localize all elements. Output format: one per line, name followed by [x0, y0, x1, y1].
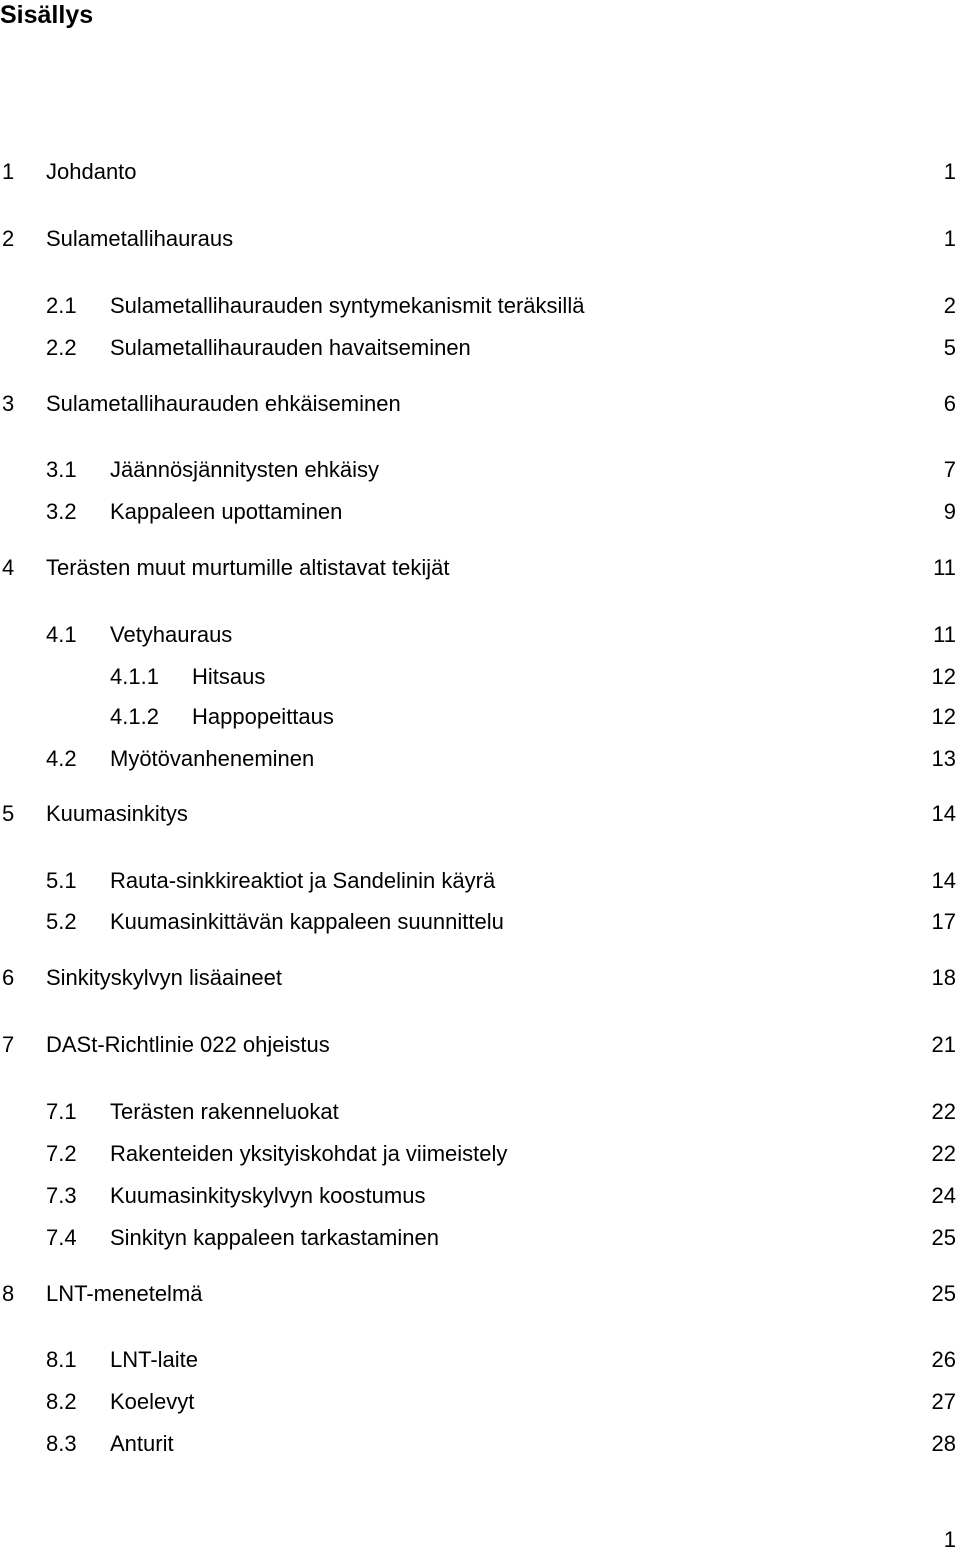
toc-number: 6: [2, 965, 15, 990]
toc-number: 8.2: [46, 1389, 77, 1414]
toc-title: Rauta-sinkkireaktiot ja Sandelinin käyrä: [110, 868, 496, 893]
toc-entry[interactable]: [0, 389, 956, 419]
toc-title: Happopeittaus: [192, 704, 334, 729]
toc-number: 4.1.1: [110, 664, 159, 689]
toc-page: 25: [931, 1281, 956, 1306]
toc-number: 8.1: [46, 1347, 77, 1372]
toc-entry[interactable]: [0, 1030, 956, 1060]
toc-entry[interactable]: [0, 1097, 956, 1127]
toc-title: Myötövanheneminen: [110, 746, 315, 771]
toc-page: 22: [931, 1141, 956, 1166]
toc-number: 7.4: [46, 1225, 77, 1250]
toc-page: 14: [931, 868, 956, 893]
toc-page: 26: [931, 1347, 956, 1372]
toc-page: 28: [931, 1431, 956, 1456]
toc-entry[interactable]: [0, 702, 956, 732]
toc-entry[interactable]: [0, 866, 956, 896]
toc-title: Kuumasinkityskylvyn koostumus: [110, 1183, 426, 1208]
toc-entry[interactable]: [0, 799, 956, 829]
toc-title: Terästen muut murtumille altistavat tekijät: [46, 555, 450, 580]
toc-number: 4.1.2: [110, 704, 159, 729]
toc-entry[interactable]: [0, 620, 956, 650]
toc-entry[interactable]: [0, 1429, 956, 1459]
toc-title: Sinkityskylvyn lisäaineet: [46, 965, 282, 990]
toc-entry[interactable]: [0, 1387, 956, 1417]
toc-title: Sulametallihaurauden havaitseminen: [110, 335, 471, 360]
toc-number: 8.3: [46, 1431, 77, 1456]
toc-title: Koelevyt: [110, 1389, 195, 1414]
toc-number: 7.3: [46, 1183, 77, 1208]
toc-number: 5.2: [46, 909, 77, 934]
toc-page: 22: [931, 1099, 956, 1124]
toc-page: 6: [943, 391, 956, 416]
toc-entry[interactable]: [0, 1279, 956, 1309]
page-number: 1: [943, 1527, 956, 1552]
toc-entry[interactable]: [0, 662, 956, 692]
toc-page: 17: [931, 909, 956, 934]
toc-page: 24: [931, 1183, 956, 1208]
toc-title: Johdanto: [46, 159, 137, 184]
toc-number: 4: [2, 555, 15, 580]
toc-title: Sulametallihaurauden ehkäiseminen: [46, 391, 401, 416]
toc-page: 9: [943, 499, 956, 524]
toc-entry[interactable]: [0, 907, 956, 937]
toc-page: 11: [933, 622, 956, 647]
toc-entry[interactable]: [0, 553, 956, 583]
toc-page: 27: [931, 1389, 956, 1414]
toc-page: 1: [943, 226, 956, 251]
toc-number: 7: [2, 1032, 15, 1057]
toc-page: 18: [931, 965, 956, 990]
page-title: Sisällys: [0, 1, 94, 29]
toc-number: 1: [2, 159, 15, 184]
toc-page: 14: [931, 801, 956, 826]
toc-number: 2.1: [46, 293, 77, 318]
toc-number: 8: [2, 1281, 15, 1306]
toc-entry[interactable]: [0, 1181, 956, 1211]
toc-title: Kappaleen upottaminen: [110, 499, 343, 524]
toc-entry[interactable]: [0, 455, 956, 485]
toc-title: Anturit: [110, 1431, 174, 1456]
toc-page: 11: [933, 555, 956, 580]
toc-page: 5: [943, 335, 956, 360]
toc-page: 13: [931, 746, 956, 771]
toc-entry[interactable]: [0, 224, 956, 254]
toc-number: 4.1: [46, 622, 77, 647]
toc-title: Terästen rakenneluokat: [110, 1099, 339, 1124]
toc-number: 3.1: [46, 457, 77, 482]
toc-number: 3: [2, 391, 15, 416]
toc-title: Jäännösjännitysten ehkäisy: [110, 457, 380, 482]
toc-title: Rakenteiden yksityiskohdat ja viimeistely: [110, 1141, 508, 1166]
toc-entry[interactable]: [0, 333, 956, 363]
toc-title: Vetyhauraus: [110, 622, 233, 647]
toc-number: 7.1: [46, 1099, 77, 1124]
toc-title: DASt-Richtlinie 022 ohjeistus: [46, 1032, 330, 1057]
toc-page: 21: [931, 1032, 956, 1057]
toc-number: 7.2: [46, 1141, 77, 1166]
toc-number: 4.2: [46, 746, 77, 771]
toc-entry[interactable]: [0, 291, 956, 321]
toc-number: 2.2: [46, 335, 77, 360]
toc-page: 2: [943, 293, 956, 318]
toc-entry[interactable]: [0, 1223, 956, 1253]
toc-entry[interactable]: [0, 497, 956, 527]
toc-number: 5: [2, 801, 15, 826]
toc-page: 7: [943, 457, 956, 482]
toc-number: 2: [2, 226, 15, 251]
toc-entry[interactable]: [0, 1139, 956, 1169]
toc-entry[interactable]: [0, 157, 956, 187]
toc-title: Kuumasinkittävän kappaleen suunnittelu: [110, 909, 504, 934]
toc-title: Hitsaus: [192, 664, 266, 689]
toc-entry[interactable]: [0, 1345, 956, 1375]
toc-entry[interactable]: [0, 963, 956, 993]
toc-title: Sinkityn kappaleen tarkastaminen: [110, 1225, 439, 1250]
toc-title: LNT-laite: [110, 1347, 199, 1372]
toc-number: 5.1: [46, 868, 77, 893]
toc-page: 25: [931, 1225, 956, 1250]
toc-number: 3.2: [46, 499, 77, 524]
toc-page: 1: [943, 159, 956, 184]
toc-title: LNT-menetelmä: [46, 1281, 203, 1306]
toc-page: 12: [931, 664, 956, 689]
toc-page: 12: [931, 704, 956, 729]
toc-title: Sulametallihaurauden syntymekanismit teräksillä: [110, 293, 585, 318]
toc-entry[interactable]: [0, 744, 956, 774]
toc-title: Sulametallihauraus: [46, 226, 234, 251]
toc-title: Kuumasinkitys: [46, 801, 188, 826]
